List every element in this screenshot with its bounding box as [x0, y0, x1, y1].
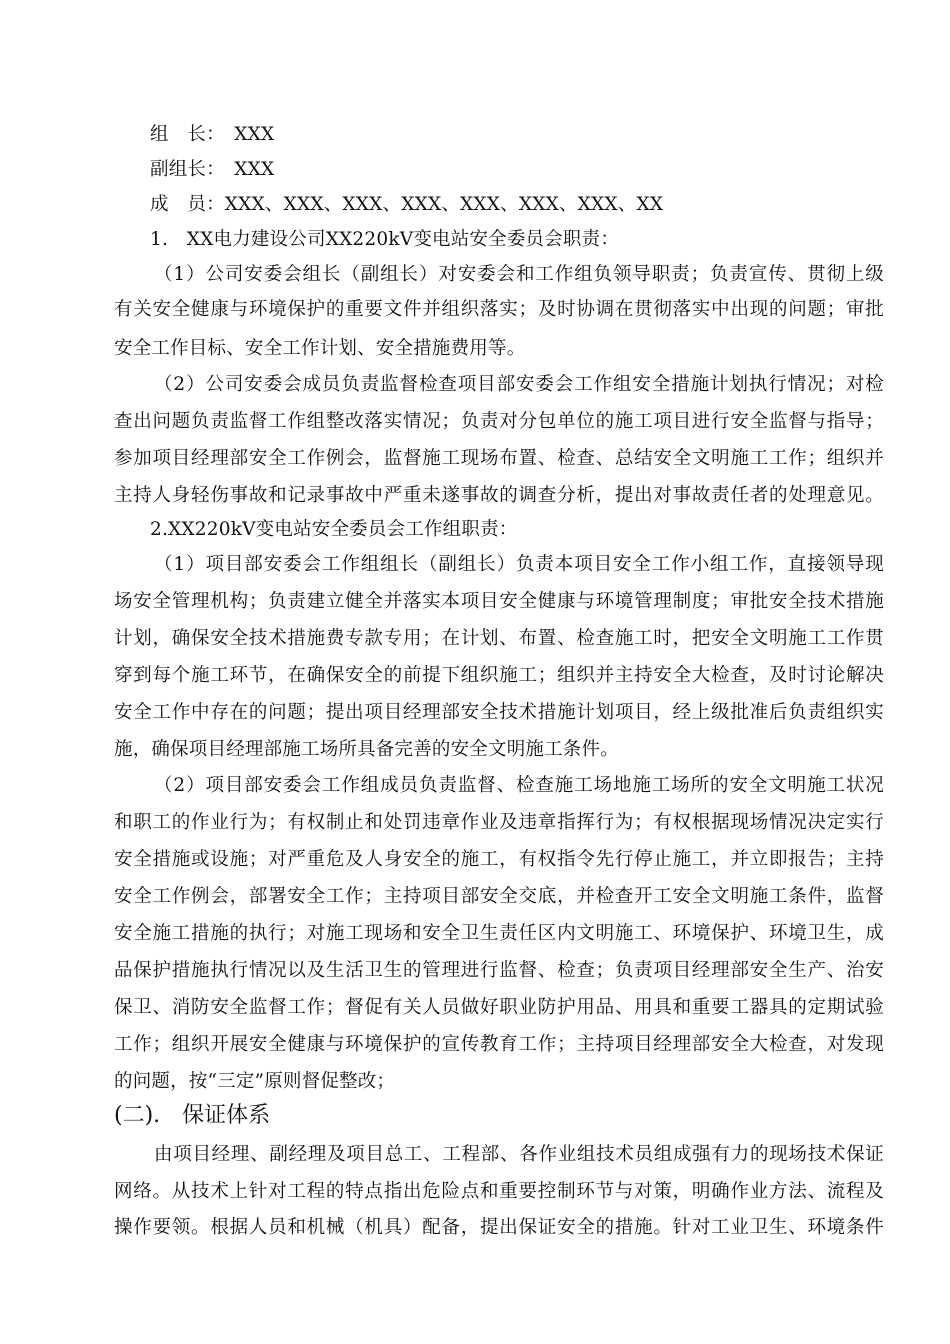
section2-p1-line: 场安全管理机构；负责建立健全并落实本项目安全健康与环境管理制度；审批安全技术措施: [114, 591, 884, 612]
section2-p2-line: 保卫、消防安全监督工作；督促有关人员做好职业防护用品、用具和重要工器具的定期试验: [114, 997, 884, 1018]
section1-p2-line: 查出问题负责监督工作组整改落实情况；负责对分包单位的施工项目进行安全监督与指导；: [114, 411, 884, 432]
section2-p2-line: 安全措施或设施；对严重危及人身安全的施工，有权指令先行停止施工，并立即报告；主持: [114, 849, 884, 870]
section2-p1-line: 计划，确保安全技术措施费专款专用；在计划、布置、检查施工时，把安全文明施工工作贯: [114, 628, 884, 649]
section2-p1-line: 穿到每个施工环节，在确保安全的前提下组织施工；组织并主持安全大检查，及时讨论解决: [114, 665, 884, 686]
section2-p2-line: 和职工的作业行为；有权制止和处罚违章作业及违章指挥行为；有权根据现场情况决定实行: [114, 812, 884, 833]
section2-p1-line: 安全工作中存在的问题；提出项目经理部安全技术措施计划项目，经上级批准后负责组织实: [114, 702, 884, 723]
section3-p1-line: 网络。从技术上针对工程的特点指出危险点和重要控制环节与对策，明确作业方法、流程及: [114, 1181, 884, 1202]
section2-p2-line: （2）项目部安委会工作组成员负责监督、检查施工场地施工场所的安全文明施工状况: [154, 775, 884, 796]
section1-p2-line: （2）公司安委会成员负责监督检查项目部安委会工作组安全措施计划执行情况；对检: [154, 374, 884, 395]
section3-p1-line: 操作要领。根据人员和机械（机具）配备，提出保证安全的措施。针对工业卫生、环境条件: [114, 1217, 884, 1238]
members-line: 成 员：XXX、XXX、XXX、XXX、XXX、XXX、XXX、XX: [150, 194, 664, 215]
section1-p2-line: 主持人身轻伤事故和记录事故中严重未遂事故的调查分析，提出对事故责任者的处理意见。: [114, 485, 884, 506]
section2-p2-line: 的问题，按“三定”原则督促整改；: [114, 1071, 396, 1092]
section2-p2-line: 安全工作例会，部署安全工作；主持项目部安全交底，并检查开工安全文明施工条件，监督: [114, 886, 884, 907]
section2-p1-line: （1）项目部安委会工作组组长（副组长）负责本项目安全工作小组工作，直接领导现: [154, 554, 884, 575]
section1-p1-line: 有关安全健康与环境保护的重要文件并组织落实；及时协调在贯彻落实中出现的问题；审批: [114, 299, 884, 320]
section2-title: 2.XX220kV变电站安全委员会工作组职责：: [150, 519, 518, 540]
section2-p2-line: 安全施工措施的执行；对施工现场和安全卫生责任区内文明施工、环境保护、环境卫生，成: [114, 923, 884, 944]
section2-p2-line: 品保护措施执行情况以及生活卫生的管理进行监督、检查；负责项目经理部安全生产、治安: [114, 960, 884, 981]
section2-p2-line: 工作；组织开展安全健康与环境保护的宣传教育工作；主持项目经理部安全大检查，对发现: [114, 1034, 884, 1055]
section1-title: 1. XX电力建设公司XX220kV变电站安全委员会职责：: [150, 229, 620, 250]
section-heading-guarantee-system: (二). 保证体系: [114, 1103, 271, 1128]
section1-p2-line: 参加项目经理部安全工作例会，监督施工现场布置、检查、总结安全文明施工工作；组织并: [114, 448, 884, 469]
section1-p1-line: （1）公司安委会组长（副组长）对安委会和工作组负领导职责；负责宣传、贯彻上级: [154, 264, 884, 285]
leader-line: 组 长： XXX: [150, 124, 275, 145]
section2-p1-line: 施，确保项目经理部施工场所具备完善的安全文明施工条件。: [114, 739, 619, 760]
deputy-leader-line: 副组长： XXX: [150, 159, 275, 180]
section1-p1-line: 安全工作目标、安全工作计划、安全措施费用等。: [114, 338, 526, 359]
section3-p1-line: 由项目经理、副经理及项目总工、工程部、各作业组技术员组成强有力的现场技术保证: [154, 1144, 884, 1165]
